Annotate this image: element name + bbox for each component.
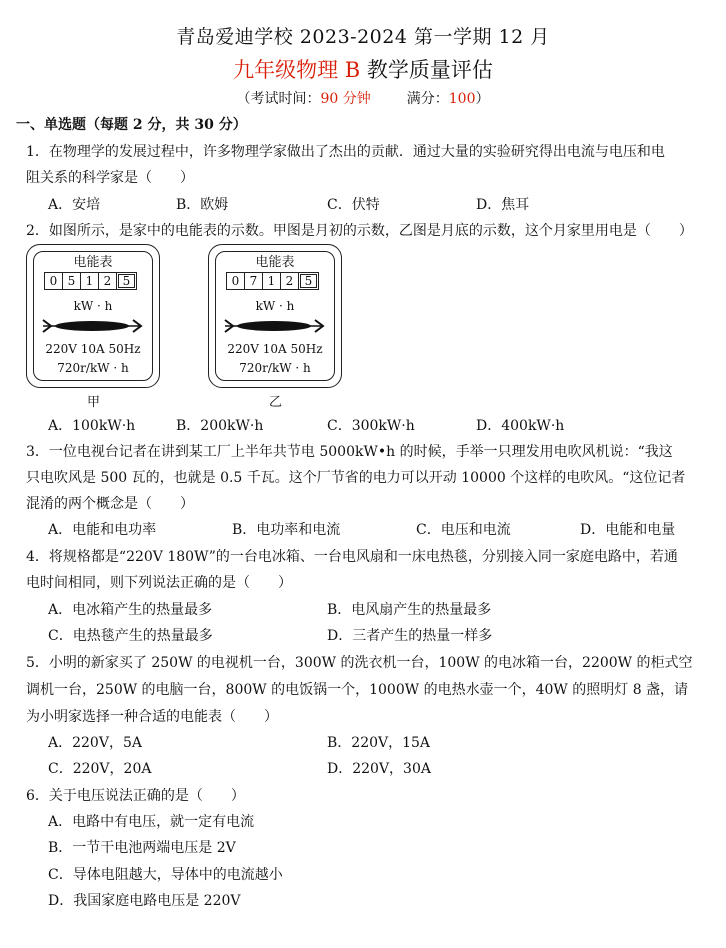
meter-jia-digits bbox=[44, 272, 137, 290]
q3-option-d: D．电能和电量 bbox=[580, 522, 676, 538]
meter-yi-decimal-digit: 5 bbox=[300, 274, 317, 288]
time-label: （考试时间： bbox=[236, 91, 321, 107]
q2-stem-line1: 2．如图所示，是家中的电能表的示数。甲图是月初的示数，乙图是月底的示数，这个月家里用电是（ ） bbox=[26, 223, 693, 239]
exam-subject-title bbox=[0, 54, 726, 84]
q2-option-b: B．200kW·h bbox=[176, 418, 264, 434]
q4-option-c: C．电热毯产生的热量最多 bbox=[48, 628, 213, 644]
meter-jia-label: 甲 bbox=[87, 395, 101, 410]
assessment-label: 教学质量评估 bbox=[366, 58, 493, 82]
q3-option-c: C．电压和电流 bbox=[416, 522, 511, 538]
meter-jia-rate: 720r/kW · h bbox=[57, 361, 129, 375]
q4-stem-line1: 4．将规格都是“220V 180W”的一台电冰箱、一台电风扇和一床电热毯，分别接入同一家庭电路中，若通 bbox=[26, 549, 678, 565]
meter-yi-digit: 1 bbox=[263, 273, 281, 289]
q4-option-a: A．电冰箱产生的热量最多 bbox=[48, 602, 213, 618]
q2-option-a: A．100kW·h bbox=[48, 418, 136, 434]
meter-jia-decimal-digit: 5 bbox=[118, 274, 135, 288]
subject-label: 物理 bbox=[296, 58, 339, 82]
q6-option-d: D．我国家庭电路电压是 220V bbox=[48, 893, 241, 909]
q1-stem-line1: 1．在物理学的发展过程中，许多物理学家做出了杰出的贡献．通过大量的实验研究得出电流与电压和电 bbox=[26, 144, 665, 160]
q5-option-c: C．220V，20A bbox=[48, 761, 152, 777]
q4-option-b: B．电风扇产生的热量最多 bbox=[327, 602, 492, 618]
q4-option-d: D．三者产生的热量一样多 bbox=[327, 628, 493, 644]
q1-option-b: B．欧姆 bbox=[176, 197, 229, 213]
grade-label: 九年级 bbox=[233, 58, 297, 82]
q2-option-c: C．300kW·h bbox=[327, 418, 415, 434]
q3-stem-line2: 只电吹风是 500 瓦的，也就是 0.5 千瓦。这个厂节省的电力可以开动 10000 个这样的电吹风。“这位记者 bbox=[26, 470, 686, 486]
meter-yi-label: 乙 bbox=[269, 395, 283, 410]
meter-yi-digit: 0 bbox=[227, 273, 245, 289]
meter-yi-digit: 2 bbox=[281, 273, 299, 289]
meter-jia-digit: 2 bbox=[99, 273, 117, 289]
q1-option-c: C．伏特 bbox=[327, 197, 380, 213]
score-value: 100 bbox=[448, 91, 476, 107]
q5-option-d: D．220V，30A bbox=[327, 761, 431, 777]
q6-option-b: B．一节干电池两端电压是 2V bbox=[48, 840, 236, 856]
meter-jia-spec: 220V 10A 50Hz bbox=[45, 342, 141, 356]
q1-option-d: D．焦耳 bbox=[476, 197, 530, 213]
q5-stem-line3: 为小明家选择一种合适的电能表（ ） bbox=[26, 709, 278, 725]
meter-yi-title: 电能表 bbox=[255, 255, 295, 270]
q6-option-a: A．电路中有电压，就一定有电流 bbox=[48, 814, 255, 830]
meter-yi-rate: 720r/kW · h bbox=[239, 361, 311, 375]
exam-info bbox=[0, 88, 726, 108]
meter-disc-arrow-icon bbox=[41, 318, 145, 334]
meter-yi-digits bbox=[226, 272, 319, 290]
q6-option-c: C．导体电阻越大，导体中的电流越小 bbox=[48, 867, 283, 883]
meter-yi-spec: 220V 10A 50Hz bbox=[227, 342, 323, 356]
meter-yi-digit: 7 bbox=[245, 273, 263, 289]
q5-option-a: A．220V，5A bbox=[48, 735, 142, 751]
meter-jia-title: 电能表 bbox=[73, 255, 113, 270]
meter-yi-unit: kW · h bbox=[255, 299, 295, 313]
meter-jia-digit: 0 bbox=[45, 273, 63, 289]
score-close: ） bbox=[475, 91, 490, 107]
exam-school-title: 青岛爱迪学校 2023-2024 第一学期 12 月 bbox=[176, 26, 550, 48]
meter-jia bbox=[26, 244, 160, 388]
q1-option-a: A．安培 bbox=[48, 197, 101, 213]
q6-stem-line1: 6．关于电压说法正确的是（ ） bbox=[26, 788, 245, 804]
q3-option-b: B．电功率和电流 bbox=[232, 522, 341, 538]
q5-stem-line2: 调机一台，250W 的电脑一台，800W 的电饭锅一个，1000W 的电热水壶一个，40W 的照明灯 8 盏，请 bbox=[26, 682, 689, 698]
meter-yi bbox=[208, 244, 342, 388]
q3-stem-line1: 3．一位电视台记者在讲到某工厂上半年共节电 5000kW•h 的时候，手举一只理发用电吹风机说：“我这 bbox=[26, 444, 673, 460]
meter-jia-digit: 5 bbox=[63, 273, 81, 289]
score-label: 满分： bbox=[406, 91, 449, 107]
q5-stem-line1: 5．小明的新家买了 250W 的电视机一台，300W 的洗衣机一台，100W 的电冰箱一台，2200W 的柜式空 bbox=[26, 655, 693, 671]
q1-stem-line2: 阻关系的科学家是（ ） bbox=[26, 170, 194, 186]
q4-stem-line2: 电时间相同，则下列说法正确的是（ ） bbox=[26, 575, 292, 591]
q3-stem-line3: 混淆的两个概念是（ ） bbox=[26, 496, 194, 512]
time-value: 90 分钟 bbox=[320, 91, 371, 107]
q2-option-d: D．400kW·h bbox=[476, 418, 565, 434]
meter-jia-unit: kW · h bbox=[73, 299, 113, 313]
meter-jia-digit: 1 bbox=[81, 273, 99, 289]
meter-disc-arrow-icon bbox=[223, 318, 327, 334]
version-label: B bbox=[338, 58, 367, 82]
section-heading: 一、单选题（每题 2 分，共 30 分） bbox=[16, 117, 247, 133]
q5-option-b: B．220V，15A bbox=[327, 735, 431, 751]
q3-option-a: A．电能和电功率 bbox=[48, 522, 157, 538]
